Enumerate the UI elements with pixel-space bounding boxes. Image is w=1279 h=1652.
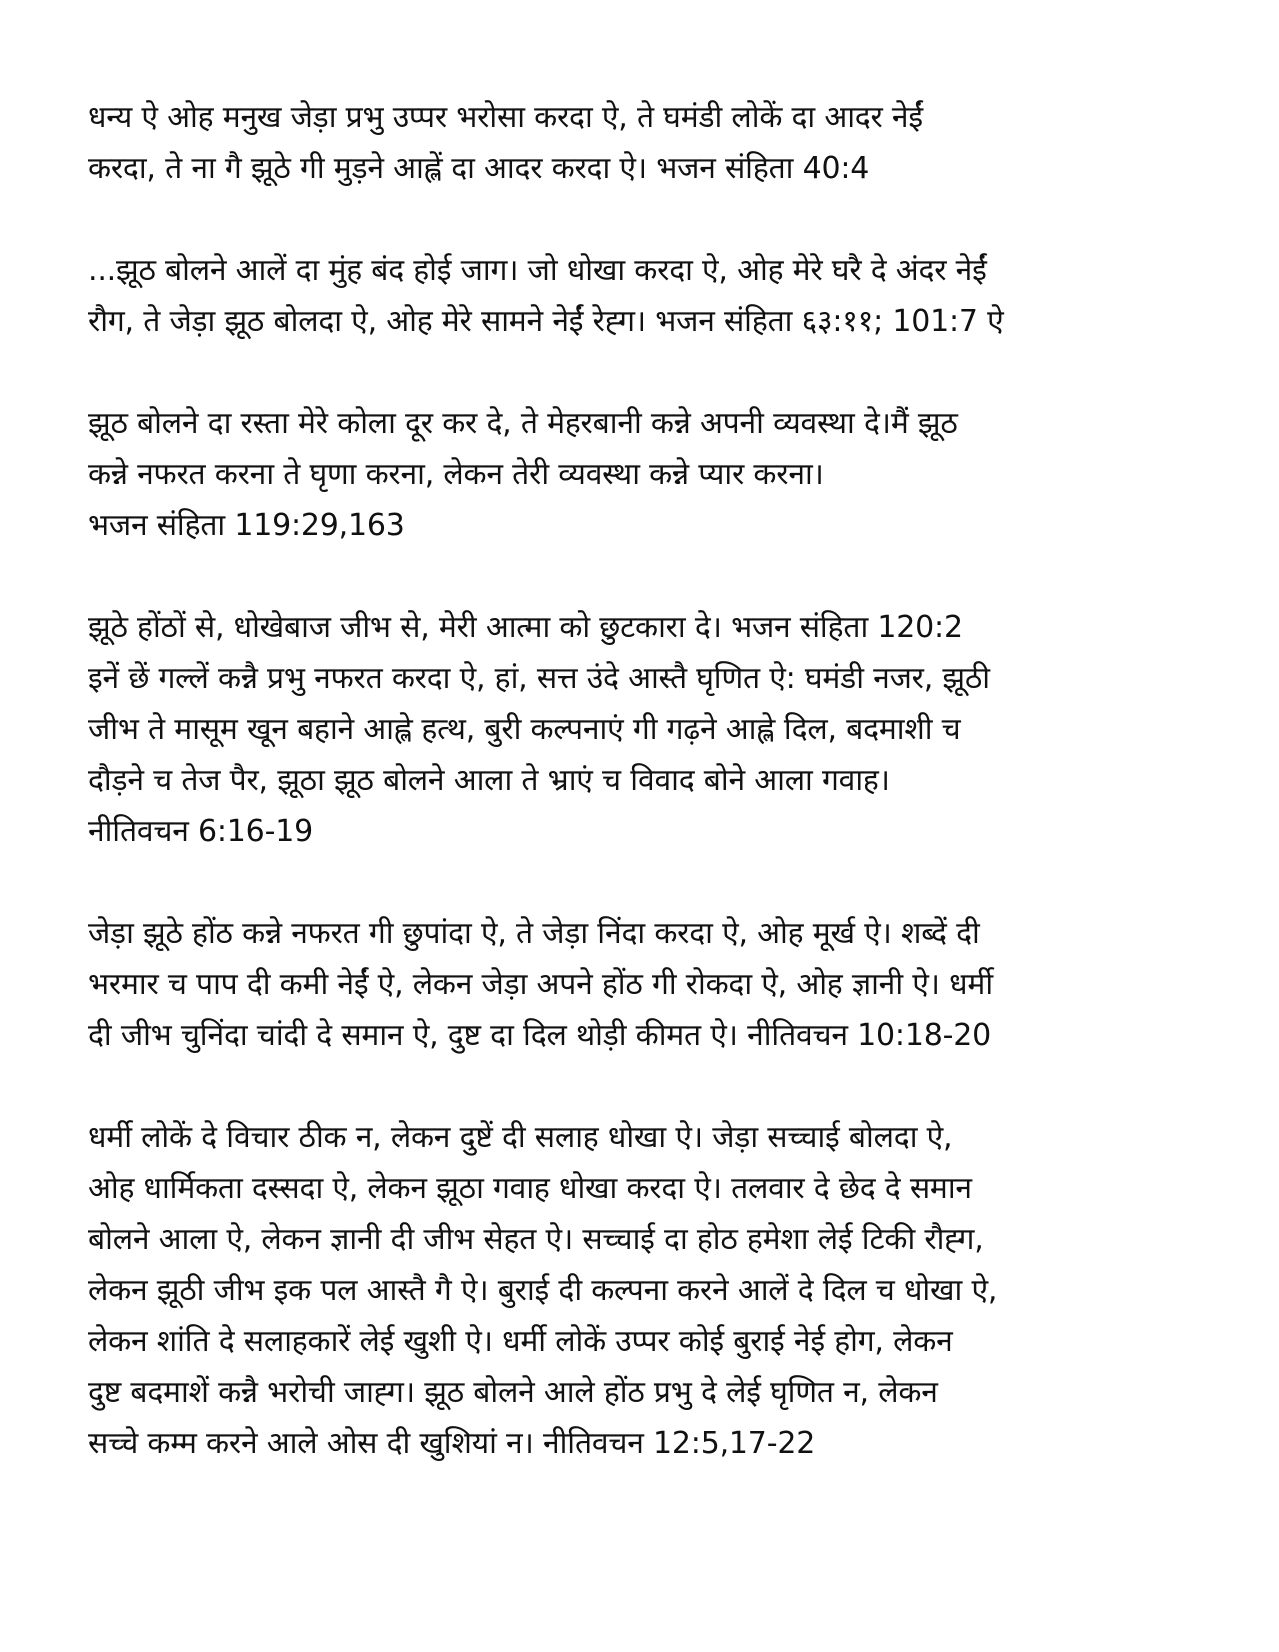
text-line: भरमार च पाप दी कमी नेईं ऐ, लेकन जेड़ा अपने होंठ गी रोकदा ऐ, ओह ज्ञानी ऐ। धर्मी xyxy=(88,967,993,1002)
text-line: करदा, ते ना गै झूठे गी मुड़ने आह्लें दा आदर करदा ऐ। भजन संहिता 40:4 xyxy=(88,151,870,186)
text-line: धन्य ऐ ओह मनुख जेड़ा प्रभु उप्पर भरोसा करदा ऐ, ते घमंडी लोकें दा आदर नेईं xyxy=(88,100,923,135)
text-line: धर्मी लोकें दे विचार ठीक न, लेकन दुष्टें दी सलाह धोखा ऐ। जेड़ा सच्चाई बोलदा ऐ, xyxy=(88,1120,953,1155)
text-line: झूठे होंठों से, धोखेबाज जीभ से, मेरी आत्मा को छुटकारा दे। भजन संहिता 120:2 xyxy=(88,610,963,645)
paragraph-psalm-63-101 xyxy=(88,245,1198,347)
text-line: सच्चे कम्म करने आले ओस दी खुशियां न। नीतिवचन 12:5,17-22 xyxy=(88,1426,816,1461)
text-line: ओह धार्मिकता दस्सदा ऐ, लेकन झूठा गवाह धोखा करदा ऐ। तलवार दे छेद दे समान xyxy=(88,1171,972,1206)
paragraph-proverbs-12 xyxy=(88,1112,1198,1469)
document-page xyxy=(88,92,1198,1520)
text-line: कन्ने नफरत करना ते घृणा करना, लेकन तेरी व्यवस्था कन्ने प्यार करना। xyxy=(88,457,824,492)
text-line: रौग, ते जेड़ा झूठ बोलदा ऐ, ओह मेरे सामने नेईं रेह्ग। भजन संहिता ६३:११; 101:7 ऐ xyxy=(88,304,1004,339)
paragraph-psalm-120-proverbs-6 xyxy=(88,602,1198,857)
text-line: झूठ बोलने दा रस्ता मेरे कोला दूर कर दे, ते मेहरबानी कन्ने अपनी व्यवस्था दे।मैं झूठ xyxy=(88,406,958,441)
paragraph-psalm-40 xyxy=(88,92,1198,194)
verse-reference: भजन संहिता 119:29,163 xyxy=(88,508,405,543)
text-line: इनें छें गल्लें कन्नै प्रभु नफरत करदा ऐ, हां, सत्त उंदे आस्तै घृणित ऐ: घमंडी नजर, झूठी xyxy=(88,661,990,696)
verse-reference: नीतिवचन 6:16-19 xyxy=(88,814,313,849)
text-line: दुष्ट बदमाशें कन्नै भरोची जाह्ग। झूठ बोलने आले होंठ प्रभु दे लेई घृणित न, लेकन xyxy=(88,1375,938,1410)
text-line: दी जीभ चुनिंदा चांदी दे समान ऐ, दुष्ट दा दिल थोड़ी कीमत ऐ। नीतिवचन 10:18-20 xyxy=(88,1018,991,1053)
text-line: लेकन झूठी जीभ इक पल आस्तै गै ऐ। बुराई दी कल्पना करने आलें दे दिल च धोखा ऐ, xyxy=(88,1273,998,1308)
text-line: बोलने आला ऐ, लेकन ज्ञानी दी जीभ सेहत ऐ। सच्चाई दा होठ हमेशा लेई टिकी रौह्ग, xyxy=(88,1222,984,1257)
text-line: जीभ ते मासूम खून बहाने आह्ले हत्थ, बुरी कल्पनाएं गी गढ़ने आह्ले दिल, बदमाशी च xyxy=(88,712,961,747)
paragraph-psalm-119 xyxy=(88,398,1198,551)
text-line: जेड़ा झूठे होंठ कन्ने नफरत गी छुपांदा ऐ, ते जेड़ा निंदा करदा ऐ, ओह मूर्ख ऐ। शब्दें दी xyxy=(88,916,980,951)
paragraph-proverbs-10 xyxy=(88,908,1198,1061)
text-line: लेकन शांति दे सलाहकारें लेई खुशी ऐ। धर्मी लोकें उप्पर कोई बुराई नेई होग, लेकन xyxy=(88,1324,953,1359)
text-line: दौड़ने च तेज पैर, झूठा झूठ बोलने आला ते भ्राएं च विवाद बोने आला गवाह। xyxy=(88,763,890,798)
text-line: ...झूठ बोलने आलें दा मुंह बंद होई जाग। जो धोखा करदा ऐ, ओह मेरे घरै दे अंदर नेईं xyxy=(88,253,987,288)
